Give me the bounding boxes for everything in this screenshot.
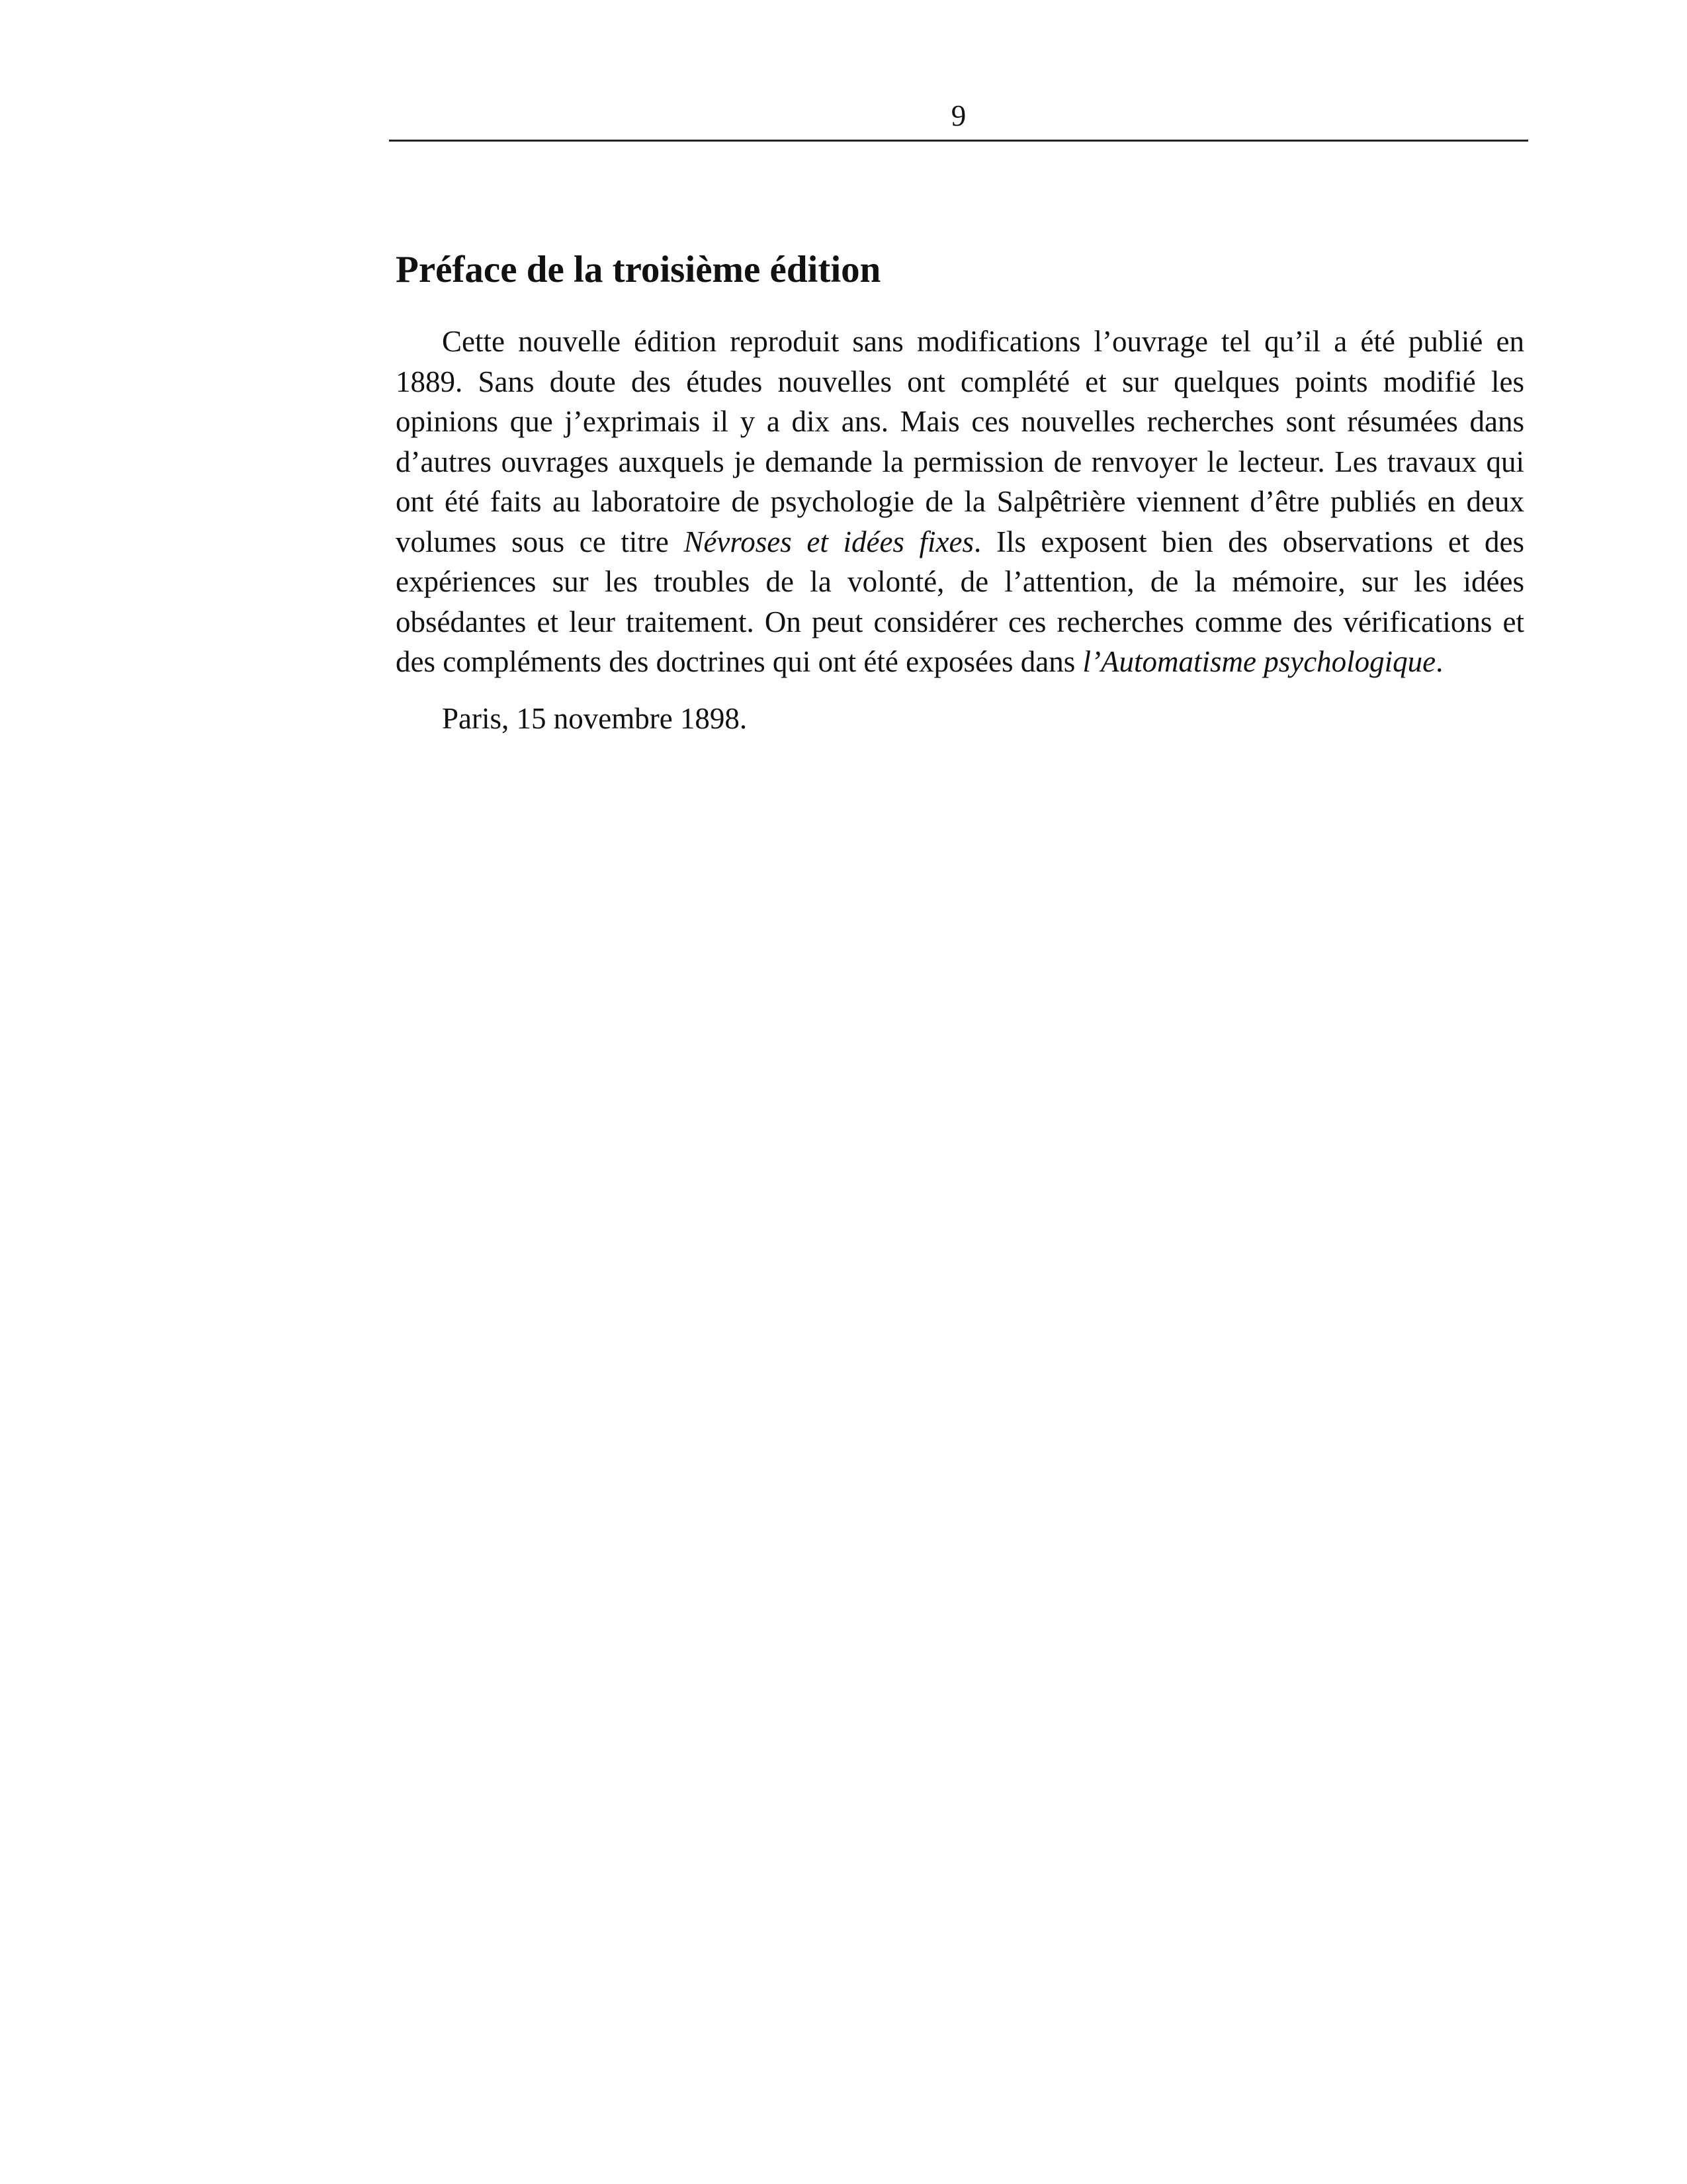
body-paragraph [396,322,1524,682]
header-rule [389,140,1528,142]
page-content [396,245,1524,738]
section-title: Préface de la troisième édition [396,249,881,290]
paragraph-text-2: . Ils exposent bien des observations et des expériences sur les troubles de la volonté, de l’attention, de la mémoire, sur les idées obsédantes et leur traitement. On peut considérer ces recherches comme des vérifications et des compléments des doctrines qui ont été exposées dans [396,525,1525,678]
italic-title-automatisme: l’Automatisme psychologique [1082,645,1436,678]
paragraph-text-3: . [1436,645,1444,678]
paragraph-text-1: Cette nouvelle édition reproduit sans modifications l’ouvrage tel qu’il a été publié en 1889. Sans doute des études nouvelles ont complété et sur quelques points modifié les opinions que j’exprimais il y a dix ans. Mais ces nouvelles recherches sont résumées dans d’autres ouvrages auxquels je demande la permission de renvoyer le lecteur. Les travaux qui ont été faits au laboratoire de psychologie de la Salpêtrière viennent d’être publiés en deux volumes sous ce titre [396,325,1524,558]
italic-title-nevroses: Névroses et idées fixes [683,525,974,558]
page-number: 9 [951,99,967,132]
dateline: Paris, 15 novembre 1898. [442,701,748,735]
